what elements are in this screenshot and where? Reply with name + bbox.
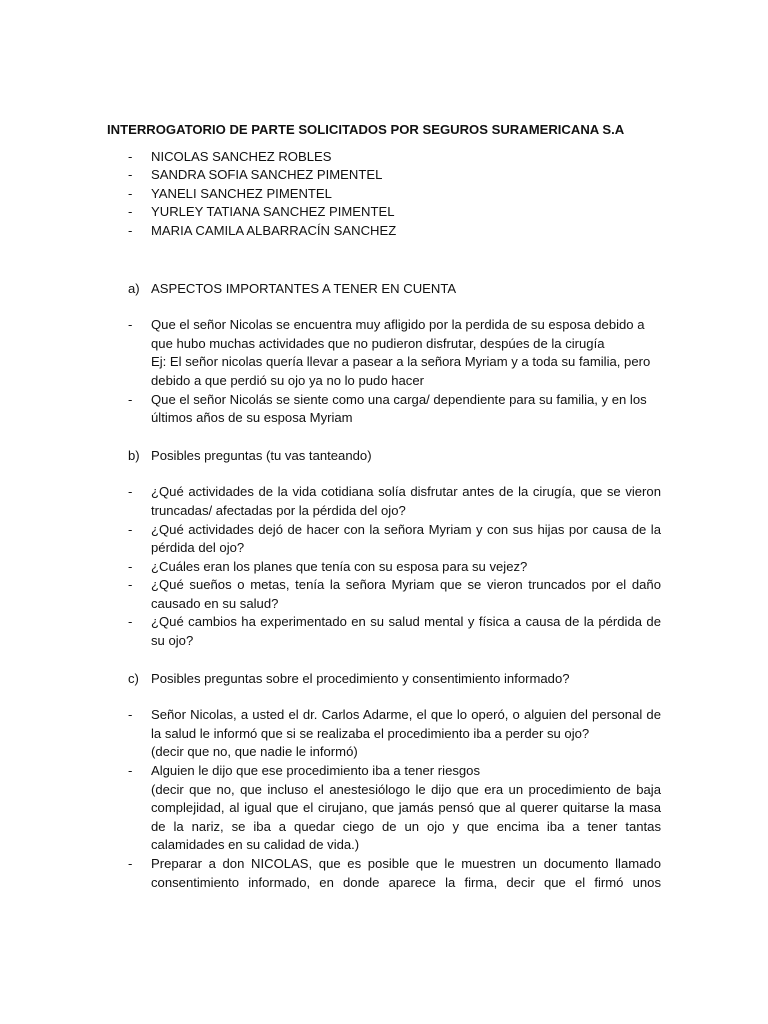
bullet-marker: - <box>128 521 133 537</box>
item-note: (decir que no, que incluso el anestesiólogo le dijo que era un procedimiento de baja complejidad, al igual que el cirujano, que jamás pensó que al querer quitarse la masa de la nariz, se iba a quedar ciego de un ojo y que encima iba a tener tantas calamidades en su calidad de vida.) <box>151 781 661 853</box>
party-name: MARIA CAMILA ALBARRACÍN SANCHEZ <box>151 222 397 238</box>
item-text-line: Preparar a don NICOLAS, que es posible que le muestren un documento llamado <box>151 856 661 871</box>
party-name: SANDRA SOFIA SANCHEZ PIMENTEL <box>151 167 383 183</box>
section-marker: c) <box>128 670 139 686</box>
list-item <box>107 576 661 613</box>
list-item <box>107 166 661 185</box>
list-item <box>107 483 661 520</box>
item-example: Ej: El señor nicolas quería llevar a pasear a la señora Myriam y a toda su familia, pero debido a que perdió su ojo ya no lo pudo hacer <box>151 354 651 388</box>
section-heading: Posibles preguntas (tu vas tanteando) <box>151 447 372 463</box>
question-text: ¿Qué sueños o metas, tenía la señora Myriam que se vieron truncados por el daño causado en su salud? <box>151 577 661 611</box>
bullet-marker: - <box>128 204 133 220</box>
bullet-marker: - <box>128 763 133 779</box>
bullet-marker: - <box>128 614 133 630</box>
section-a-list <box>107 316 661 428</box>
section-c-heading <box>107 670 661 689</box>
list-item <box>107 203 661 222</box>
section-b-heading <box>107 447 661 466</box>
section-c-list <box>107 706 661 892</box>
bullet-marker: - <box>128 167 133 183</box>
bullet-marker: - <box>128 148 133 164</box>
list-item <box>107 855 661 892</box>
list-item <box>107 706 661 762</box>
party-name: YANELI SANCHEZ PIMENTEL <box>151 185 332 201</box>
bullet-marker: - <box>128 558 133 574</box>
list-item <box>107 316 661 390</box>
item-text-line: consentimiento informado, en donde aparece la firma, decir que el firmó unos <box>151 874 661 890</box>
section-heading: ASPECTOS IMPORTANTES A TENER EN CUENTA <box>151 280 457 296</box>
party-name: YURLEY TATIANA SANCHEZ PIMENTEL <box>151 204 395 220</box>
party-name: NICOLAS SANCHEZ ROBLES <box>151 148 332 164</box>
list-item <box>107 613 661 650</box>
list-item <box>107 762 661 855</box>
question-text: ¿Qué actividades dejó de hacer con la señora Myriam y con sus hijas por causa de la pérdida del ojo? <box>151 521 661 556</box>
item-text: Que el señor Nicolás se siente como una carga/ dependiente para su familia, y en los últimos años de su esposa Myriam <box>151 391 647 426</box>
document-content <box>107 121 661 892</box>
bullet-marker: - <box>128 707 133 723</box>
list-item <box>107 391 661 428</box>
section-marker: b) <box>128 447 140 463</box>
bullet-marker: - <box>128 577 133 593</box>
item-text: Alguien le dijo que ese procedimiento iba a tener riesgos <box>151 763 481 779</box>
section-b-list <box>107 483 661 650</box>
document-title: INTERROGATORIO DE PARTE SOLICITADOS POR SEGUROS SURAMERICANA S.A <box>107 122 625 137</box>
section-heading: Posibles preguntas sobre el procedimiento y consentimiento informado? <box>151 670 570 686</box>
section-a-heading <box>107 280 661 299</box>
item-note: (decir que no, que nadie le informó) <box>151 744 358 760</box>
section-marker: a) <box>128 280 140 296</box>
question-text: ¿Cuáles eran los planes que tenía con su esposa para su vejez? <box>151 558 528 574</box>
item-text: Señor Nicolas, a usted el dr. Carlos Adarme, el que lo operó, o alguien del personal de la salud le informó que si se realizaba el procedimiento iba a perder su ojo? <box>151 707 661 741</box>
bullet-marker: - <box>128 317 133 333</box>
bullet-marker: - <box>128 856 133 871</box>
bullet-marker: - <box>128 391 133 407</box>
parties-list <box>107 148 661 241</box>
list-item <box>107 521 661 558</box>
list-item <box>107 222 661 241</box>
bullet-marker: - <box>128 222 133 238</box>
item-text: Que el señor Nicolas se encuentra muy afligido por la perdida de su esposa debido a que hubo muchas actividades que no pudieron disfrutar, despúes de la cirugía <box>151 317 645 351</box>
bullet-marker: - <box>128 185 133 201</box>
bullet-marker: - <box>128 484 133 500</box>
list-item <box>107 185 661 204</box>
question-text: ¿Qué actividades de la vida cotidiana solía disfrutar antes de la cirugía, que se vieron truncadas/ afectadas por la pérdida del ojo? <box>151 484 661 518</box>
question-text: ¿Qué cambios ha experimentado en su salud mental y física a causa de la pérdida de su ojo? <box>151 614 661 649</box>
list-item <box>107 148 661 167</box>
list-item <box>107 558 661 577</box>
